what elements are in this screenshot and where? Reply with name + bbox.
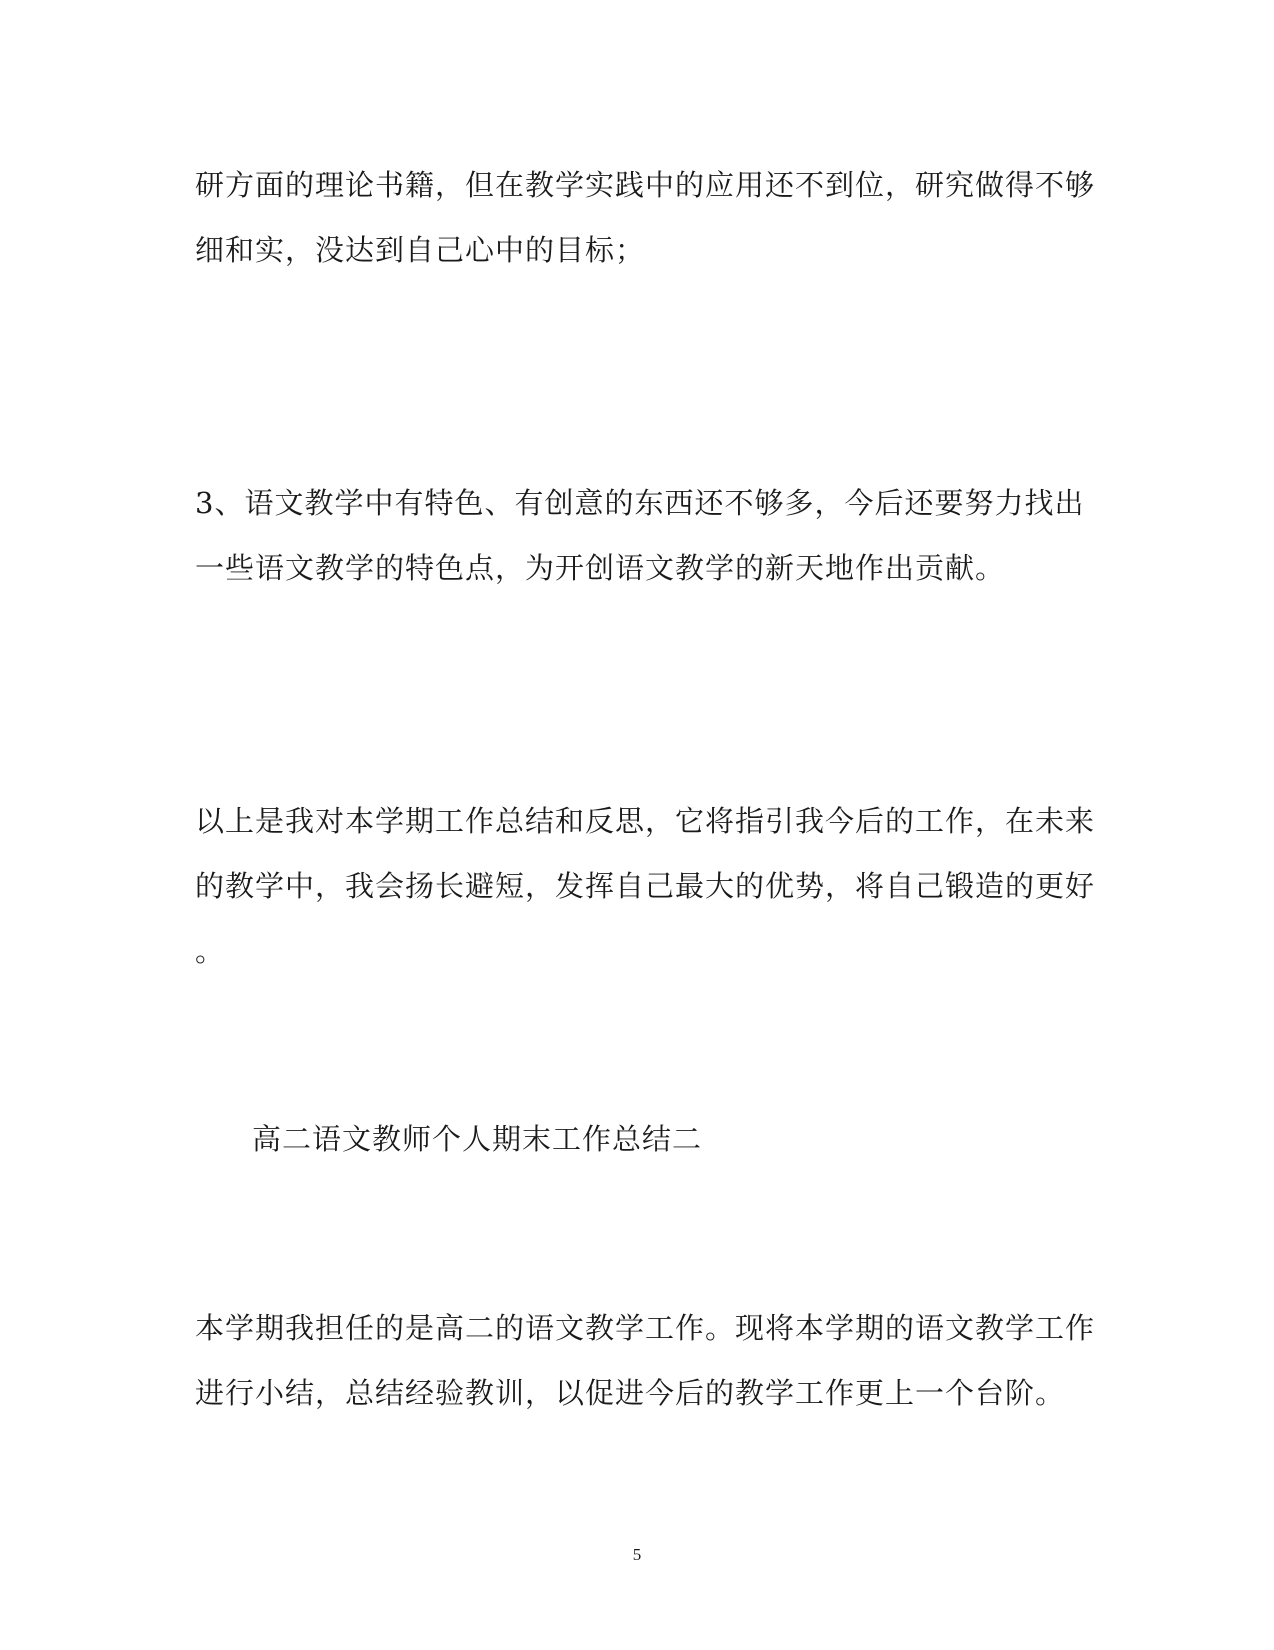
paragraph-2-line-1: 3、语文教学中有特色、有创意的东西还不够多，今后还要努力找出	[195, 486, 1085, 520]
paragraph-3-line-1: 以上是我对本学期工作总结和反思，它将指引我今后的工作，在未来	[195, 804, 1096, 838]
page-number: 5	[632, 1545, 642, 1564]
paragraph-2-line-2: 一些语文教学的特色点，为开创语文教学的新天地作出贡献。	[195, 551, 1006, 585]
paragraph-3-line-3: 。	[195, 934, 226, 968]
section-heading: 高二语文教师个人期末工作总结二	[252, 1122, 703, 1156]
paragraph-3-line-2: 的教学中，我会扬长避短，发挥自己最大的优势，将自己锻造的更好	[195, 869, 1096, 903]
paragraph-1-line-1: 研方面的理论书籍，但在教学实践中的应用还不到位，研究做得不够	[195, 168, 1096, 202]
paragraph-5-line-2: 进行小结，总结经验教训，以促进今后的教学工作更上一个台阶。	[195, 1376, 1066, 1410]
paragraph-5-line-1: 本学期我担任的是高二的语文教学工作。现将本学期的语文教学工作	[195, 1311, 1096, 1345]
paragraph-1-line-2: 细和实，没达到自己心中的目标；	[195, 233, 646, 267]
